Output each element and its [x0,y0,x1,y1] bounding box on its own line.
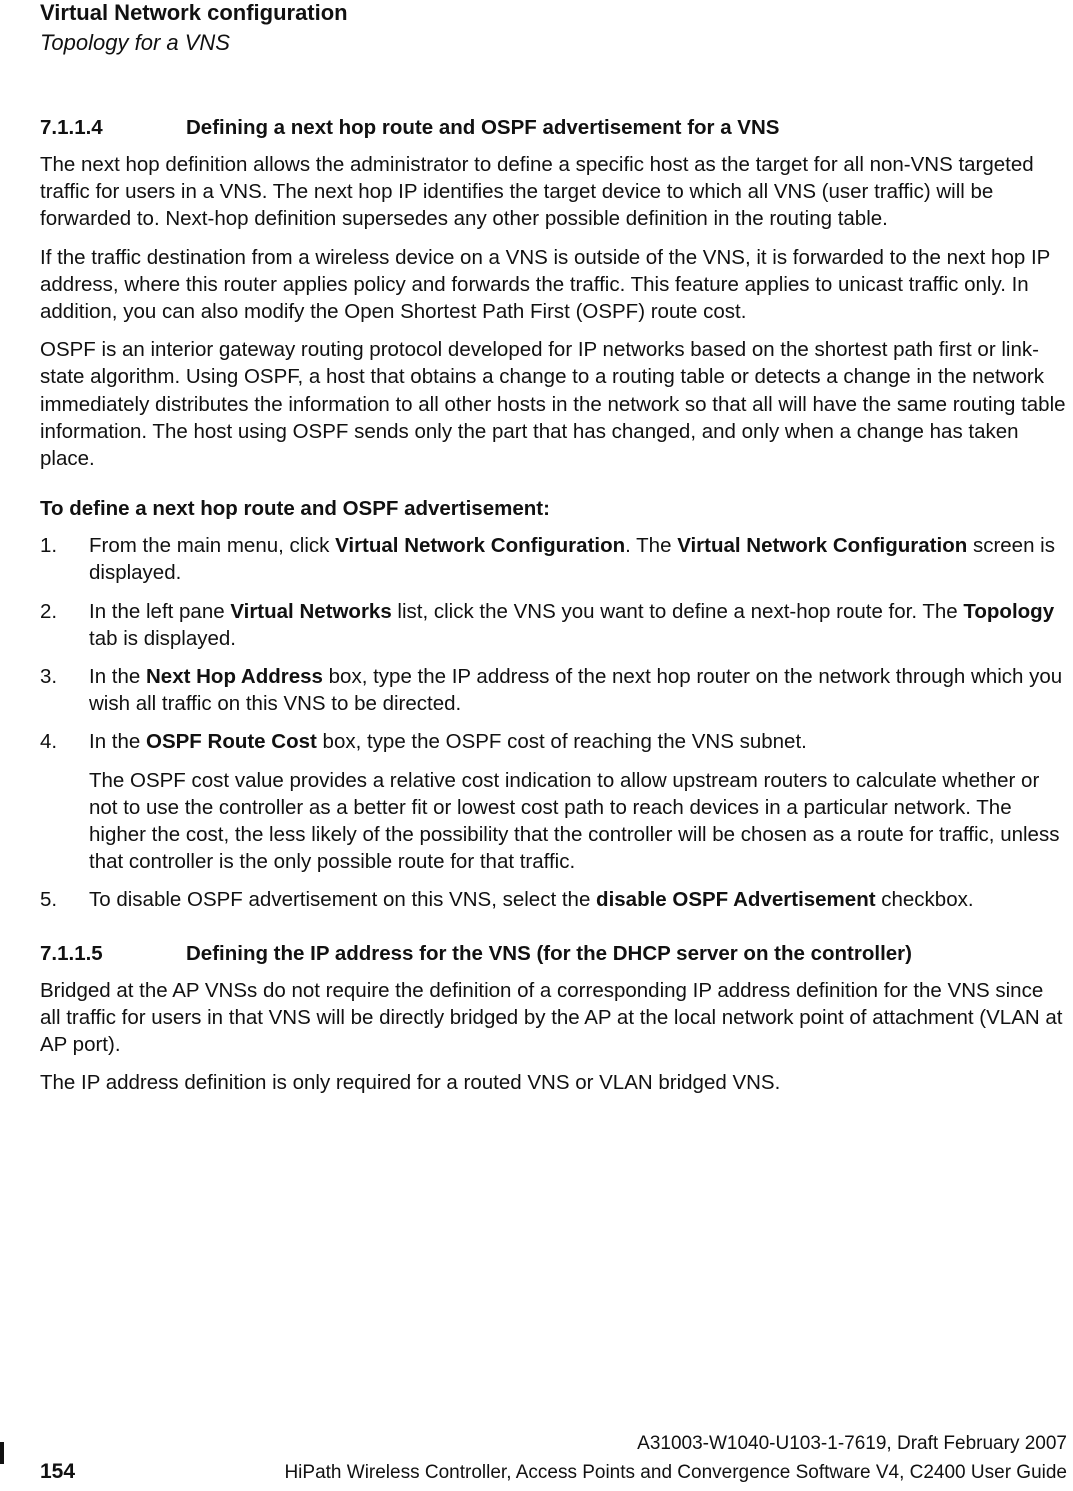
section-title: Defining a next hop route and OSPF advertisement for a VNS [186,116,780,139]
ui-term: disable OSPF Advertisement [596,888,876,912]
procedure-step [40,663,1068,717]
step-note: The OSPF cost value provides a relative cost indication to allow upstream routers to calculate whether or not to use the controller as a better fit or lowest cost path to reach devices in a particular network. The higher the cost, the less likely of the possibility that the controller will be chosen as a route for traffic, unless that controller is the only possible route for that traffic. [89,768,1060,874]
body-paragraph: OSPF is an interior gateway routing protocol developed for IP networks based on the shortest path first or link-state algorithm. Using OSPF, a host that obtains a change to a routing table or detects a change in the network immediately distributes the information to all other hosts in the network so that all will have the same routing table information. The host using OSPF sends only the part that has changed, and only when a change has taken place. [40,338,1066,471]
procedure-step [40,598,1068,652]
ui-term: OSPF Route Cost [146,730,317,754]
page-content [40,114,1068,1107]
section-title: Defining the IP address for the VNS (for the DHCP server on the controller) [186,941,912,965]
ui-term: Next Hop Address [146,665,323,689]
change-bar [0,1442,4,1464]
step-number: 5. [40,888,58,912]
step-number: 1. [40,534,58,558]
procedure-heading: To define a next hop route and OSPF advertisement: [40,497,550,521]
section-subtitle: Topology for a VNS [40,30,230,55]
section-number: 7.1.1.4 [40,116,103,139]
body-paragraph: If the traffic destination from a wireless device on a VNS is outside of the VNS, it is forwarded to the next hop IP address, where this router applies policy and forwards the traffic. This feature applies to unicast traffic only. In addition, you can also modify the Open Shortest Path First (OSPF) route cost. [40,245,1050,324]
procedure-step [40,886,1068,913]
section-number: 7.1.1.5 [40,941,103,965]
step-text: In the Next Hop Address box, type the IP address of the next hop router on the network through which you wish all traffic on this VNS to be directed. [89,665,1063,716]
chapter-title: Virtual Network configuration [40,0,348,25]
step-text: In the left pane Virtual Networks list, click the VNS you want to define a next-hop route for. The Topology tab is displayed. [89,599,1055,650]
section-heading-7-1-1-4 [40,114,1068,142]
step-text: In the OSPF Route Cost box, type the OSPF cost of reaching the VNS subnet. [89,730,807,754]
footer-doc-id: A31003-W1040-U103-1-7619, Draft February 2007 [637,1433,1067,1454]
procedure-step [40,532,1068,586]
body-paragraph: Bridged at the AP VNSs do not require the definition of a corresponding IP address definition for the VNS since all traffic for users in that VNS will be directly bridged by the AP at the local network point of attachment (VLAN at AP port). [40,978,1063,1057]
step-number: 3. [40,665,58,689]
ui-term: Virtual Network Configuration [335,534,626,558]
body-paragraph: The IP address definition is only required for a routed VNS or VLAN bridged VNS. [40,1071,781,1095]
page-number: 154 [40,1460,76,1483]
procedure-step [40,728,1068,755]
ui-term: Virtual Networks [230,599,392,623]
body-paragraph: The next hop definition allows the administrator to define a specific host as the target for all non-VNS targeted traffic for users in a VNS. The next hop IP identifies the target device to which all VNS (user traffic) will be forwarded to. Next-hop definition supersedes any other possible definition in the routing table. [40,153,1034,231]
step-number: 2. [40,599,58,623]
footer-guide-title: HiPath Wireless Controller, Access Points and Convergence Software V4, C2400 User Guide [284,1462,1067,1483]
step-text: From the main menu, click Virtual Network Configuration. The Virtual Network Configuration screen is displayed. [89,534,1055,585]
step-text: To disable OSPF advertisement on this VNS, select the disable OSPF Advertisement checkbox. [89,888,974,912]
step-number: 4. [40,730,58,754]
ui-term: Virtual Network Configuration [677,534,968,558]
ui-term: Topology [963,599,1055,623]
section-heading-7-1-1-5 [40,940,1068,968]
